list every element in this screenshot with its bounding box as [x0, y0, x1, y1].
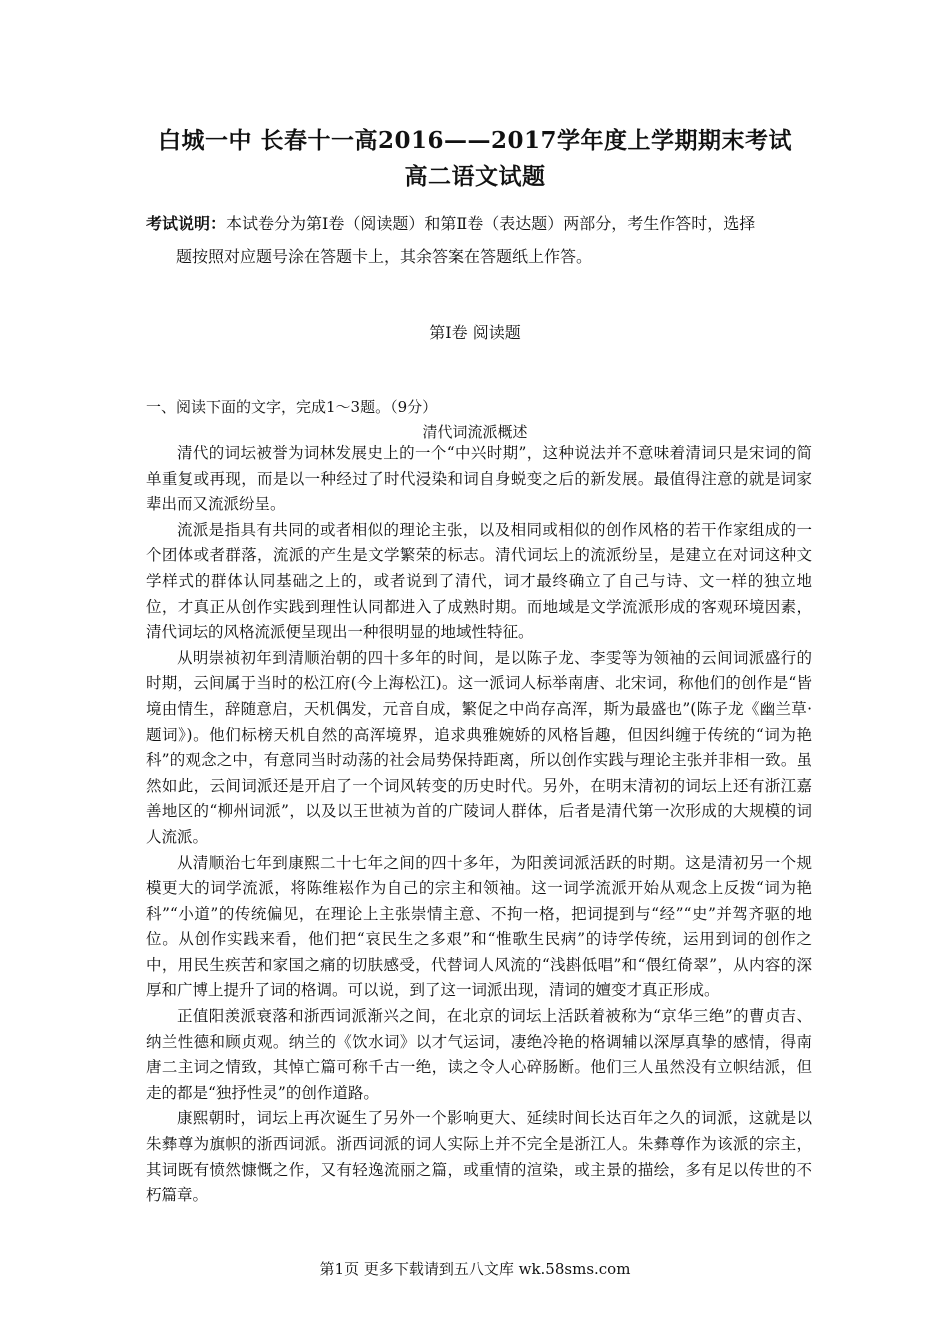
exam-instructions-text2: 题按照对应题号涂在答题卡上，其余答案在答题纸上作答。 [176, 247, 593, 266]
essay-paragraph: 从明崇祯初年到清顺治朝的四十多年的时间，是以陈子龙、李雯等为领袖的云间词派盛行的时期，云间属于当时的松江府(今上海松江)。这一派词人标举南唐、北宋词，称他们的创作是“皆境由情生，辞随意启，天机偶发，元音自成，繁促之中尚存高浑，斯为最盛也”(陈子龙《幽兰草·题词》)。他们标榜天机自然的高浑境界，追求典雅婉娇的风格旨趣，但因纠缠于传统的“词为艳科”的观念之中，有意同当时动荡的社会局势保持距离，所以创作实践与理论主张并非相一致。虽然如此，云间词派还是开启了一个词风转变的历史时代。另外，在明末清初的词坛上还有浙江嘉善地区的“柳州词派”，以及以王世祯为首的广陵词人群体，后者是清代第一次形成的大规模的词人流派。 [146, 648, 812, 846]
exam-subtitle: 高二语文试题 [404, 163, 546, 190]
exam-instructions-label: 考试说明： [146, 214, 227, 233]
section-heading: 一、阅读下面的文字，完成1～3题。（9分） [146, 398, 438, 416]
exam-instructions [146, 207, 816, 273]
essay-paragraph: 清代的词坛被誉为词林发展史上的一个“中兴时期”，这种说法并不意味着清词只是宋词的简单重复或再现，而是以一种经过了时代浸染和词自身蜕变之后的新发展。最值得注意的就是词家辈出而又流派纷呈。 [146, 444, 812, 514]
exam-instructions-text1: 本试卷分为第Ⅰ卷（阅读题）和第Ⅱ卷（表达题）两部分，考生作答时，选择 [226, 214, 756, 233]
exam-instructions-line1 [146, 207, 816, 240]
volume-title: 第Ⅰ卷 阅读题 [429, 323, 521, 342]
essay-paragraph: 正值阳羡派衰落和浙西词派渐兴之间，在北京的词坛上活跃着被称为“京华三绝”的曹贞吉、纳兰性德和顾贞观。纳兰的《饮水词》以才气运词，凄绝冷艳的格调辅以深厚真挚的感情，得南唐二主词之情致，其悼亡篇可称千古一绝，读之令人心碎肠断。他们三人虽然没有立帜结派，但走的都是“独抒性灵”的创作道路。 [146, 1007, 812, 1102]
page-footer: 第1页 更多下载请到五八文库 wk.58sms.com [319, 1260, 631, 1278]
essay-paragraph: 流派是指具有共同的或者相似的理论主张，以及相同或相似的创作风格的若干作家组成的一个团体或者群落，流派的产生是文学繁荣的标志。清代词坛上的流派纷呈，是建立在对词这种文学样式的群体认同基础之上的，或者说到了清代，词才最终确立了自己与诗、文一样的独立地位，才真正从创作实践到理性认同都进入了成熟时期。而地域是文学流派形成的客观环境因素，清代词坛的风格流派便呈现出一种很明显的地域性特征。 [146, 520, 812, 642]
exam-title: 白城一中 长春十一高2016——2017学年度上学期期末考试 [157, 127, 793, 154]
essay-paragraph: 从清顺治七年到康熙二十七年之间的四十多年，为阳羡词派活跃的时期。这是清初另一个规模更大的词学流派，将陈维崧作为自己的宗主和领袖。这一词学流派开始从观念上反拨“词为艳科”“小道”的传统偏见，在理论上主张崇情主意、不拘一格，把词提到与“经”“史”并驾齐驱的地位。从创作实践来看，他们把“哀民生之多艰”和“惟歌生民病”的诗学传统，运用到词的创作之中，用民生疾苦和家国之痛的切肤感受，代替词人风流的“浅斟低唱”和“偎红倚翠”，从内容的深厚和广博上提升了词的格调。可以说，到了这一词派出现，清词的嬗变才真正形成。 [146, 853, 812, 1000]
essay-title: 清代词流派概述 [422, 423, 528, 441]
essay-body [146, 441, 812, 1209]
essay-paragraph: 康熙朝时，词坛上再次诞生了另外一个影响更大、延续时间长达百年之久的词派，这就是以朱彝尊为旗帜的浙西词派。浙西词派的词人实际上并不完全是浙江人。朱彝尊作为该派的宗主，其词既有愤然慷慨之作，又有轻逸流丽之篇，或重情的渲染，或主景的描绘，多有足以传世的不朽篇章。 [146, 1109, 812, 1205]
